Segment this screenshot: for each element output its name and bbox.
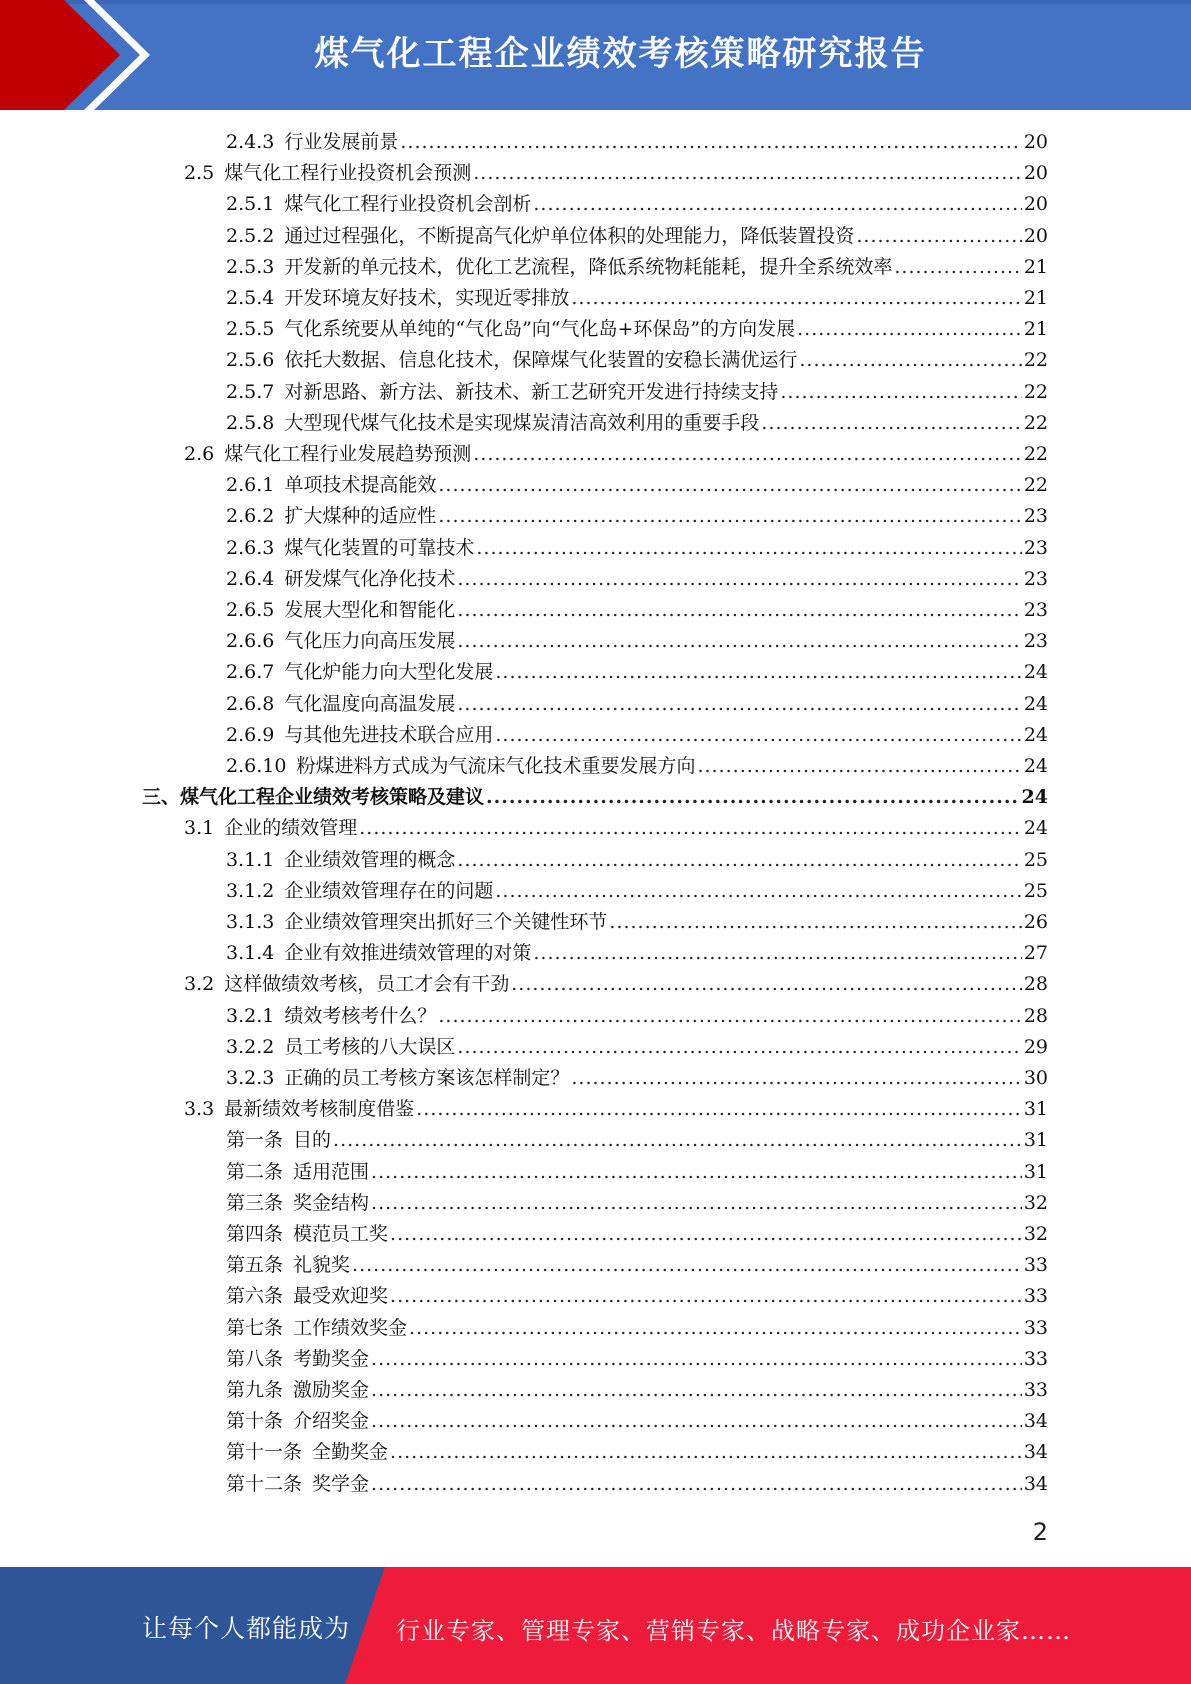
toc-entry-page: 31 — [1023, 1098, 1048, 1120]
toc-entry-page: 33 — [1023, 1254, 1048, 1276]
toc-entry-title: 企业有效推进绩效管理的对策 — [284, 942, 532, 964]
toc-entry-page: 26 — [1023, 911, 1048, 933]
toc-entry-number: 2.6.4 — [226, 568, 275, 590]
toc-entry-page: 34 — [1023, 1473, 1048, 1495]
toc-dot-leader — [511, 969, 1022, 999]
toc-entry-number: 第九条 — [226, 1379, 284, 1401]
toc-entry-number: 2.6.7 — [226, 661, 275, 683]
toc-entry-title: 礼貌奖 — [293, 1254, 351, 1276]
toc-entry-title: 煤气化工程行业投资机会预测 — [224, 162, 472, 184]
toc-entry-page: 20 — [1023, 225, 1048, 247]
toc-entry-number: 3.2 — [184, 973, 215, 995]
toc-entry-number: 2.5.4 — [226, 287, 275, 309]
toc-dot-leader — [390, 1219, 1022, 1249]
toc-dot-leader — [476, 533, 1021, 563]
toc-entry-page: 33 — [1023, 1317, 1048, 1339]
toc-entry-page: 34 — [1023, 1441, 1048, 1463]
toc-entry[interactable] — [226, 1063, 1048, 1093]
toc-entry-title: 介绍奖金 — [293, 1410, 370, 1432]
toc-dot-leader — [371, 1188, 1022, 1218]
footer-slogan-left: 让每个人都能成为 — [142, 1614, 351, 1643]
toc-entry[interactable] — [226, 252, 1048, 282]
toc-dot-leader — [438, 470, 1021, 500]
toc-entry-title: 工作绩效奖金 — [293, 1317, 408, 1339]
toc-entry-title: 气化压力向高压发展 — [284, 630, 456, 652]
toc-entry-number: 2.6.6 — [226, 630, 275, 652]
toc-dot-leader — [473, 439, 1022, 469]
toc-entry[interactable] — [226, 1469, 1048, 1499]
toc-entry-title: 激励奖金 — [293, 1379, 370, 1401]
toc-dot-leader — [457, 689, 1021, 719]
toc-entry-page: 33 — [1023, 1348, 1048, 1370]
toc-entry-page: 24 — [1021, 786, 1048, 808]
toc-entry-title: 煤气化工程行业发展趋势预测 — [224, 443, 472, 465]
toc-entry-title: 发展大型化和智能化 — [284, 599, 456, 621]
toc-dot-leader — [780, 377, 1021, 407]
toc-entry-title: 最受欢迎奖 — [293, 1285, 389, 1307]
toc-entry-page: 24 — [1023, 724, 1048, 746]
toc-entry-page: 22 — [1023, 412, 1048, 434]
toc-dot-leader — [495, 720, 1021, 750]
toc-entry-number: 第五条 — [226, 1254, 284, 1276]
toc-entry-page: 24 — [1023, 817, 1048, 839]
toc-entry[interactable] — [226, 1375, 1048, 1405]
toc-dot-leader — [390, 1281, 1022, 1311]
toc-entry[interactable] — [226, 283, 1048, 313]
toc-dot-leader — [371, 1406, 1022, 1436]
toc-dot-leader — [457, 845, 1021, 875]
footer-slogan-right: 行业专家、管理专家、营销专家、战略专家、成功企业家…… — [396, 1617, 1071, 1645]
toc-dot-leader — [457, 1032, 1021, 1062]
toc-entry-page: 21 — [1023, 318, 1048, 340]
toc-entry[interactable] — [226, 470, 1048, 500]
toc-entry[interactable] — [142, 782, 1048, 812]
toc-entry-page: 20 — [1023, 193, 1048, 215]
toc-dot-leader — [495, 876, 1021, 906]
toc-entry-number: 3.2.2 — [226, 1036, 275, 1058]
toc-entry[interactable] — [226, 689, 1048, 719]
toc-entry-title: 煤气化工程行业投资机会剖析 — [284, 193, 532, 215]
toc-entry-page: 22 — [1023, 474, 1048, 496]
toc-entry[interactable] — [184, 1094, 1048, 1124]
toc-entry[interactable] — [226, 907, 1048, 937]
document-title: 煤气化工程企业绩效考核策略研究报告 — [314, 34, 927, 74]
toc-entry-title: 最新绩效考核制度借鉴 — [224, 1098, 415, 1120]
toc-dot-leader — [571, 283, 1021, 313]
toc-entry-page: 23 — [1023, 630, 1048, 652]
toc-entry-title: 企业绩效管理的概念 — [284, 849, 456, 871]
toc-entry-number: 2.6.8 — [226, 693, 275, 715]
toc-entry[interactable] — [226, 408, 1048, 438]
toc-entry-page: 31 — [1023, 1161, 1048, 1183]
toc-entry-number: 3.1.2 — [226, 880, 275, 902]
toc-entry-title: 员工考核的八大误区 — [284, 1036, 456, 1058]
toc-entry-number: 3.2.3 — [226, 1067, 275, 1089]
toc-entry[interactable] — [226, 345, 1048, 375]
toc-entry-title: 气化炉能力向大型化发展 — [284, 661, 494, 683]
toc-dot-leader — [761, 408, 1021, 438]
toc-entry[interactable] — [226, 189, 1048, 219]
toc-entry[interactable] — [226, 720, 1048, 750]
toc-entry-page: 23 — [1023, 568, 1048, 590]
toc-dot-leader — [371, 1157, 1022, 1187]
toc-dot-leader — [797, 314, 1022, 344]
toc-entry-number: 第四条 — [226, 1223, 284, 1245]
toc-entry[interactable] — [226, 564, 1048, 594]
toc-entry-title: 考勤奖金 — [293, 1348, 370, 1370]
toc-dot-leader — [533, 938, 1021, 968]
page-number: 2 — [1032, 1518, 1048, 1546]
toc-entry-page: 33 — [1023, 1379, 1048, 1401]
header-top-stripe — [0, 0, 1191, 4]
toc-entry-number: 3.1.1 — [226, 849, 275, 871]
toc-entry-number: 2.6.1 — [226, 474, 275, 496]
toc-dot-leader — [371, 1469, 1022, 1499]
toc-entry-title: 三、煤气化工程企业绩效考核策略及建议 — [142, 786, 485, 808]
toc-entry-title: 煤气化装置的可靠技术 — [284, 537, 475, 559]
toc-entry[interactable] — [226, 127, 1048, 157]
toc-dot-leader — [400, 127, 1021, 157]
toc-entry-number: 第一条 — [226, 1129, 284, 1151]
toc-dot-leader — [856, 221, 1021, 251]
toc-entry-title: 开发环境友好技术，实现近零排放 — [284, 287, 570, 309]
toc-entry-title: 模范员工奖 — [293, 1223, 389, 1245]
toc-entry-number: 3.2.1 — [226, 1005, 275, 1027]
toc-entry[interactable] — [226, 533, 1048, 563]
toc-entry-number: 第六条 — [226, 1285, 284, 1307]
toc-entry-title: 奖金结构 — [293, 1192, 370, 1214]
toc-entry-title: 奖学金 — [312, 1473, 370, 1495]
toc-entry-page: 20 — [1023, 131, 1048, 153]
toc-entry-title: 通过过程强化，不断提高气化炉单位体积的处理能力，降低装置投资 — [284, 225, 855, 247]
arrow-ribbon-icon — [0, 0, 160, 110]
toc-entry-title: 正确的员工考核方案该怎样制定？ — [284, 1067, 570, 1089]
toc-entry[interactable] — [226, 1219, 1048, 1249]
toc-entry-page: 29 — [1023, 1036, 1048, 1058]
toc-entry-title: 单项技术提高能效 — [284, 474, 437, 496]
toc-entry-page: 24 — [1023, 755, 1048, 777]
toc-entry-title: 企业的绩效管理 — [224, 817, 358, 839]
toc-dot-leader — [438, 501, 1021, 531]
toc-entry-number: 2.5.5 — [226, 318, 275, 340]
toc-dot-leader — [495, 657, 1021, 687]
toc-entry-page: 22 — [1023, 349, 1048, 371]
toc-entry[interactable] — [226, 626, 1048, 656]
toc-entry[interactable] — [226, 938, 1048, 968]
toc-entry-page: 21 — [1023, 256, 1048, 278]
toc-entry-title: 与其他先进技术联合应用 — [284, 724, 494, 746]
toc-entry-page: 25 — [1023, 849, 1048, 871]
toc-entry-page: 22 — [1023, 381, 1048, 403]
toc-dot-leader — [333, 1125, 1022, 1155]
toc-dot-leader — [533, 189, 1021, 219]
toc-entry-page: 23 — [1023, 537, 1048, 559]
toc-dot-leader — [359, 813, 1022, 843]
toc-entry-number: 2.5.7 — [226, 381, 275, 403]
toc-entry-number: 2.6.3 — [226, 537, 275, 559]
toc-entry-number: 第十一条 — [226, 1441, 303, 1463]
toc-entry-number: 2.6.10 — [226, 755, 287, 777]
toc-entry[interactable] — [184, 158, 1048, 188]
toc-entry-title: 大型现代煤气化技术是实现煤炭清洁高效利用的重要手段 — [284, 412, 760, 434]
toc-entry-page: 25 — [1023, 880, 1048, 902]
toc-entry-number: 2.6 — [184, 443, 215, 465]
toc-entry-number: 3.1.4 — [226, 942, 275, 964]
toc-entry-number: 2.6.9 — [226, 724, 275, 746]
toc-entry[interactable] — [226, 845, 1048, 875]
toc-entry-number: 2.5.1 — [226, 193, 275, 215]
toc-dot-leader — [571, 1063, 1021, 1093]
toc-entry[interactable] — [226, 221, 1048, 251]
toc-entry-page: 31 — [1023, 1129, 1048, 1151]
toc-dot-leader — [894, 252, 1021, 282]
toc-entry[interactable] — [226, 751, 1048, 781]
toc-dot-leader — [416, 1094, 1022, 1124]
toc-entry-page: 32 — [1023, 1223, 1048, 1245]
toc-entry[interactable] — [184, 969, 1048, 999]
toc-entry-title: 气化温度向高温发展 — [284, 693, 456, 715]
toc-entry[interactable] — [226, 1344, 1048, 1374]
toc-entry-number: 2.5.8 — [226, 412, 275, 434]
toc-entry-page: 28 — [1023, 1005, 1048, 1027]
toc-entry-page: 21 — [1023, 287, 1048, 309]
toc-entry-number: 第七条 — [226, 1317, 284, 1339]
toc-dot-leader — [457, 595, 1021, 625]
toc-entry-page: 23 — [1023, 505, 1048, 527]
toc-entry-title: 这样做绩效考核，员工才会有干劲 — [224, 973, 510, 995]
toc-entry-number: 第三条 — [226, 1192, 284, 1214]
toc-entry-number: 2.5.3 — [226, 256, 275, 278]
toc-entry-number: 2.5.2 — [226, 225, 275, 247]
toc-entry-title: 依托大数据、信息化技术，保障煤气化装置的安稳长满优运行 — [284, 349, 798, 371]
toc-dot-leader — [409, 1313, 1022, 1343]
toc-entry-number: 3.1.3 — [226, 911, 275, 933]
toc-entry-page: 32 — [1023, 1192, 1048, 1214]
header-banner — [0, 0, 1191, 110]
footer-banner — [0, 1567, 1191, 1684]
toc-entry[interactable] — [226, 1250, 1048, 1280]
toc-entry-number: 第二条 — [226, 1161, 284, 1183]
toc-dot-leader — [457, 626, 1021, 656]
toc-entry[interactable] — [184, 439, 1048, 469]
toc-entry-title: 对新思路、新方法、新技术、新工艺研究开发进行持续支持 — [284, 381, 779, 403]
toc-entry[interactable] — [226, 1406, 1048, 1436]
toc-entry-title: 绩效考核考什么？ — [284, 1005, 437, 1027]
toc-entry[interactable] — [226, 1313, 1048, 1343]
toc-dot-leader — [371, 1375, 1022, 1405]
toc-dot-leader — [457, 564, 1021, 594]
toc-entry[interactable] — [226, 314, 1048, 344]
toc-entry[interactable] — [226, 1157, 1048, 1187]
toc-entry[interactable] — [184, 813, 1048, 843]
toc-entry-page: 22 — [1023, 443, 1048, 465]
toc-entry-title: 开发新的单元技术，优化工艺流程，降低系统物耗能耗，提升全系统效率 — [284, 256, 893, 278]
toc-entry-number: 3.1 — [184, 817, 215, 839]
toc-entry-title: 全勤奖金 — [312, 1441, 389, 1463]
toc-entry[interactable] — [226, 1281, 1048, 1311]
toc-entry-page: 24 — [1023, 661, 1048, 683]
toc-dot-leader — [371, 1344, 1022, 1374]
toc-entry-page: 23 — [1023, 599, 1048, 621]
toc-dot-leader — [352, 1250, 1022, 1280]
toc-entry[interactable] — [226, 1125, 1048, 1155]
toc-entry[interactable] — [226, 1188, 1048, 1218]
toc-entry[interactable] — [226, 595, 1048, 625]
toc-entry-page: 28 — [1023, 973, 1048, 995]
toc-dot-leader — [438, 1001, 1021, 1031]
toc-entry-number: 第十条 — [226, 1410, 284, 1432]
toc-dot-leader — [697, 751, 1021, 781]
toc-entry-page: 34 — [1023, 1410, 1048, 1432]
toc-entry[interactable] — [226, 1032, 1048, 1062]
toc-entry-page: 33 — [1023, 1285, 1048, 1307]
toc-entry[interactable] — [226, 501, 1048, 531]
toc-entry-title: 行业发展前景 — [284, 131, 399, 153]
toc-entry-title: 研发煤气化净化技术 — [284, 568, 456, 590]
toc-entry-page: 24 — [1023, 693, 1048, 715]
toc-entry-number: 2.5 — [184, 162, 215, 184]
toc-entry-number: 第八条 — [226, 1348, 284, 1370]
toc-entry-number: 2.5.6 — [226, 349, 275, 371]
toc-entry-number: 2.6.5 — [226, 599, 275, 621]
toc-dot-leader — [473, 158, 1022, 188]
toc-entry-title: 适用范围 — [293, 1161, 370, 1183]
toc-entry-title: 企业绩效管理存在的问题 — [284, 880, 494, 902]
toc-entry-title: 粉煤进料方式成为气流床气化技术重要发展方向 — [296, 755, 696, 777]
toc-dot-leader — [799, 345, 1021, 375]
toc-entry-title: 企业绩效管理突出抓好三个关键性环节 — [284, 911, 608, 933]
toc-entry-title: 目的 — [293, 1129, 332, 1151]
toc-entry-number: 2.4.3 — [226, 131, 275, 153]
toc-dot-leader — [486, 782, 1020, 812]
toc-entry-number: 2.6.2 — [226, 505, 275, 527]
toc-entry-number: 3.3 — [184, 1098, 215, 1120]
toc-entry[interactable] — [226, 657, 1048, 687]
toc-entry-number: 第十二条 — [226, 1473, 303, 1495]
toc-entry[interactable] — [226, 1001, 1048, 1031]
toc-dot-leader — [390, 1437, 1022, 1467]
toc-entry[interactable] — [226, 1437, 1048, 1467]
toc-dot-leader — [609, 907, 1021, 937]
toc-entry[interactable] — [226, 876, 1048, 906]
toc-entry-title: 气化系统要从单纯的“气化岛”向“气化岛+环保岛”的方向发展 — [284, 318, 796, 340]
toc-entry-page: 30 — [1023, 1067, 1048, 1089]
toc-entry-page: 27 — [1023, 942, 1048, 964]
toc-entry[interactable] — [226, 377, 1048, 407]
toc-entry-page: 20 — [1023, 162, 1048, 184]
toc-entry-title: 扩大煤种的适应性 — [284, 505, 437, 527]
